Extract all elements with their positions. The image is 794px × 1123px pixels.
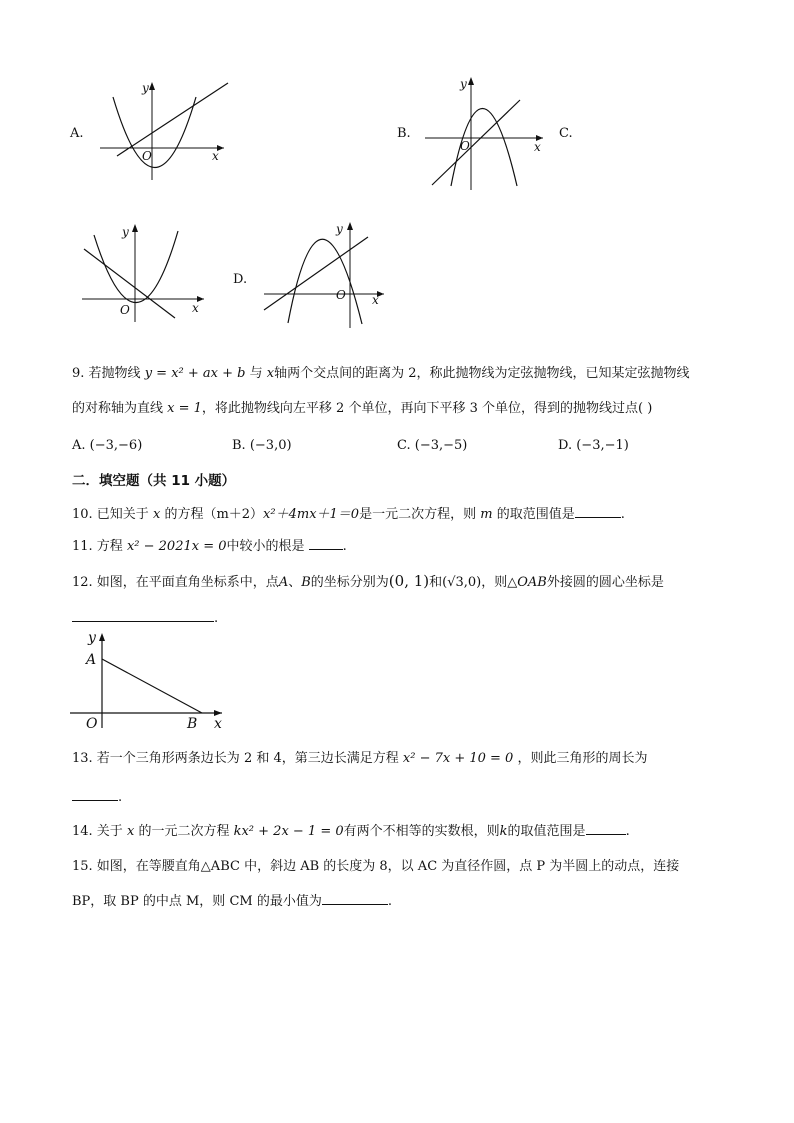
graph-d xyxy=(264,220,389,330)
option-c-label: C. xyxy=(559,126,573,141)
q15-line2: BP，取 BP 的中点 M，则 CM 的最小值为 . xyxy=(72,894,392,909)
q12-coord-b: (√3,0) xyxy=(442,575,482,590)
q9-line1: 9. 若抛物线 y = x² + ax + b 与 x轴两个交点间的距离为 2，称此抛物线为定弦抛物线，已知某定弦抛物线 xyxy=(72,366,690,381)
q14: 14. 关于 x 的一元二次方程 kx² + 2x − 1 = 0有两个不相等的实数根，则k的取值范围是 . xyxy=(72,824,630,839)
q13-answer-blank[interactable] xyxy=(72,788,118,801)
q14-formula: kx² + 2x − 1 = 0 xyxy=(233,824,344,839)
graph-b-y-label: y xyxy=(460,77,467,91)
svg-text:x: x xyxy=(214,716,222,732)
graph-b xyxy=(425,75,550,190)
svg-text:O: O xyxy=(86,716,98,732)
q13: 13. 若一个三角形两条边长为 2 和 4，第三边长满足方程 x² − 7x + 10 = 0 ，则此三角形的周长为 xyxy=(72,751,648,766)
section-title: 二．填空题（共 11 小题） xyxy=(72,473,236,489)
graph-c-x-label: x xyxy=(192,301,199,315)
q12-answer-blank[interactable] xyxy=(72,609,214,622)
q10-formula: x²＋4mx＋1＝0 xyxy=(263,507,360,522)
svg-text:y: y xyxy=(88,630,96,646)
q9-line2: 的对称轴为直线 x = 1，将此抛物线向左平移 2 个单位，再向下平移 3 个单位，得到的抛物线过点( ) xyxy=(72,401,653,416)
graph-d-origin: O xyxy=(336,288,346,302)
q9-option-a[interactable]: A. (−3,−6) xyxy=(72,438,143,453)
svg-text:B: B xyxy=(187,716,198,732)
q9-axis-formula: x = 1 xyxy=(167,401,202,416)
q9-option-b[interactable]: B. (−3,0) xyxy=(232,438,292,453)
q15-line1: 15. 如图，在等腰直角△ABC 中，斜边 AB 的长度为 8，以 AC 为直径作圆，点 P 为半圆上的动点，连接 xyxy=(72,859,680,874)
q13-formula: x² − 7x + 10 = 0 xyxy=(402,751,514,766)
graph-a-y-label: y xyxy=(142,81,149,95)
graph-c-y-label: y xyxy=(122,225,129,239)
graph-b-origin: O xyxy=(460,139,470,153)
graph-c xyxy=(82,222,212,322)
svg-text:A: A xyxy=(86,652,97,668)
graph-d-y-label: y xyxy=(336,222,343,236)
graph-a-origin: O xyxy=(142,149,152,163)
q14-answer-blank[interactable] xyxy=(586,822,626,835)
q9-option-c[interactable]: C. (−3,−5) xyxy=(397,438,468,453)
q11: 11. 方程 x² − 2021x = 0中较小的根是 . xyxy=(72,539,347,554)
graph-c-origin: O xyxy=(120,303,130,317)
option-b-label: B. xyxy=(397,126,411,141)
q9-option-d[interactable]: D. (−3,−1) xyxy=(558,438,629,453)
q10-answer-blank[interactable] xyxy=(575,505,621,518)
graph-d-x-label: x xyxy=(372,293,379,307)
graph-a xyxy=(100,80,230,180)
q13-answer-line: . xyxy=(72,788,122,806)
q11-formula: x² − 2021x = 0 xyxy=(126,539,227,554)
q12-figure xyxy=(70,630,230,730)
q10: 10. 已知关于 x 的方程（m＋2）x²＋4mx＋1＝0是一元二次方程，则 m 的取范围值是 . xyxy=(72,507,625,522)
q12-coord-a: (0, 1) xyxy=(388,572,430,590)
q11-answer-blank[interactable] xyxy=(309,537,343,550)
option-a-label: A. xyxy=(70,126,84,141)
option-d-label: D. xyxy=(233,272,248,287)
graph-b-x-label: x xyxy=(534,140,541,154)
q12-answer-line: . xyxy=(72,609,218,627)
graph-a-x-label: x xyxy=(212,149,219,163)
q9-formula: y = x² + ax + b xyxy=(144,366,246,381)
q15-answer-blank[interactable] xyxy=(322,892,388,905)
q12: 12. 如图，在平面直角坐标系中，点A、B的坐标分别为(0, 1)和(√3,0)，则△OAB外接圆的圆心坐标是 xyxy=(72,572,664,590)
